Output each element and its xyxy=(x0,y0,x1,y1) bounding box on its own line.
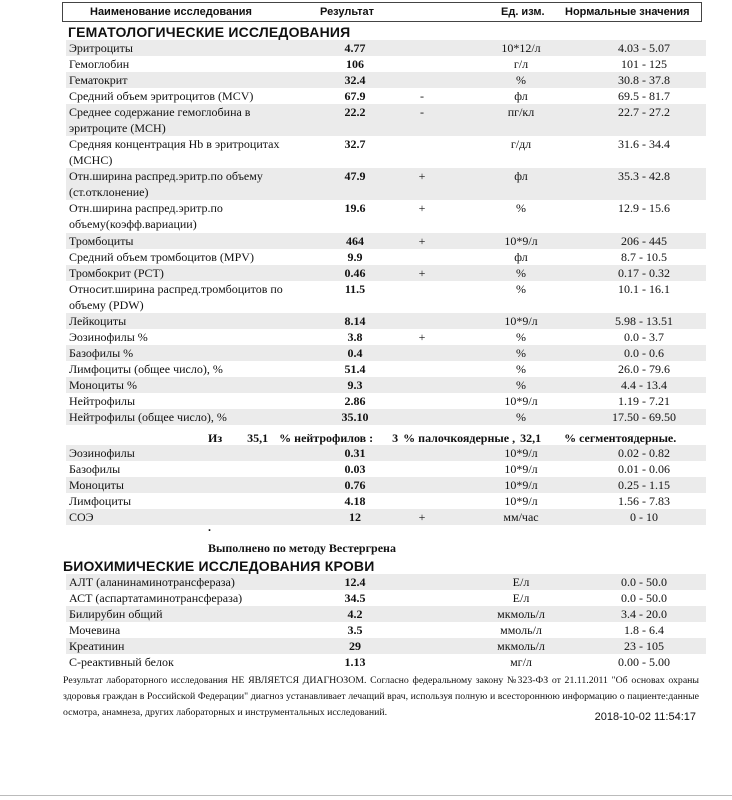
note-prefix: Из xyxy=(208,431,223,445)
row-unit: фл xyxy=(514,89,528,103)
row-name: Средняя концентрация Hb в эритроцитах (MCHC) xyxy=(69,137,280,167)
row-unit: г/л xyxy=(513,57,529,71)
header-norm: Нормальные значения xyxy=(565,6,690,18)
table-row xyxy=(66,377,706,393)
row-norm: 31.6 - 34.4 xyxy=(618,137,670,151)
row-norm: 0.17 - 0.32 xyxy=(618,266,670,280)
row-name: Моноциты % xyxy=(69,378,137,392)
note-t2: % палочкоядерные , xyxy=(403,431,516,445)
row-unit: % xyxy=(516,330,526,344)
row-flag: + xyxy=(418,266,426,280)
table-row xyxy=(66,477,706,493)
row-norm: 0.00 - 5.00 xyxy=(618,655,670,669)
table-row xyxy=(66,574,706,590)
row-norm: 23 - 105 xyxy=(624,639,664,653)
row-result: 19.6 xyxy=(344,201,366,215)
row-name: Мочевина xyxy=(69,623,121,637)
row-result: 0.76 xyxy=(344,478,366,492)
header-name: Наименование исследования xyxy=(90,6,252,18)
section-hematology: ГЕМАТОЛОГИЧЕСКИЕ ИССЛЕДОВАНИЯ xyxy=(68,24,351,40)
row-result: 11.5 xyxy=(344,282,366,296)
row-flag: + xyxy=(418,510,426,524)
row-norm: 3.4 - 20.0 xyxy=(621,607,667,621)
row-result: 4.2 xyxy=(347,607,363,621)
row-norm: 12.9 - 15.6 xyxy=(618,201,670,215)
row-unit: 10*9/л xyxy=(504,478,538,492)
table-row xyxy=(66,40,706,56)
row-flag: - xyxy=(420,105,424,119)
table-row xyxy=(66,136,706,168)
row-name: Креатинин xyxy=(69,639,125,653)
row-name: Средний объем эритроцитов (MCV) xyxy=(69,89,254,103)
row-result: 0.4 xyxy=(347,346,363,360)
table-row xyxy=(66,461,706,477)
row-name: Тромбокрит (PCT) xyxy=(69,266,164,280)
table-row xyxy=(66,590,706,606)
row-name: АСТ (аспартатаминотрансфераза) xyxy=(69,591,243,605)
row-unit: 10*9/л xyxy=(504,462,538,476)
row-flag: + xyxy=(418,234,426,248)
row-unit: 10*9/л xyxy=(504,494,538,508)
neutrophil-note xyxy=(208,431,676,446)
row-result: 1.13 xyxy=(344,655,366,669)
row-result: 464 xyxy=(346,234,364,248)
row-norm: 17.50 - 69.50 xyxy=(612,410,676,424)
note-t3: % сегментоядерные. xyxy=(564,431,677,445)
row-result: 0.03 xyxy=(344,462,366,476)
row-name: Отн.ширина распред.эритр.по объему (ст.отклонение) xyxy=(69,169,263,199)
header-result: Результат xyxy=(320,6,375,18)
table-row xyxy=(66,393,706,409)
row-norm: 35.3 - 42.8 xyxy=(618,169,670,183)
note-v2: 3 xyxy=(392,431,399,445)
row-norm: 5.98 - 13.51 xyxy=(615,314,673,328)
row-result: 0.31 xyxy=(344,446,366,460)
row-name: Базофилы xyxy=(69,462,121,476)
table-row xyxy=(66,88,706,104)
row-unit: % xyxy=(516,410,526,424)
table-row xyxy=(66,606,706,622)
table-header xyxy=(62,2,702,22)
row-unit: мг/л xyxy=(510,655,532,669)
row-norm: 0.25 - 1.15 xyxy=(618,478,670,492)
row-norm: 30.8 - 37.8 xyxy=(618,73,670,87)
row-name: Относит.ширина распред.тромбоцитов по объему (PDW) xyxy=(69,282,283,312)
table-row xyxy=(66,493,706,509)
table-row xyxy=(66,509,706,525)
row-norm: 0.02 - 0.82 xyxy=(618,446,670,460)
table-row xyxy=(66,233,706,249)
table-row xyxy=(66,104,706,136)
row-result: 51.4 xyxy=(344,362,366,376)
row-name: Отн.ширина распред.эритр.по объему(коэфф.вариации) xyxy=(69,201,223,231)
row-unit: 10*9/л xyxy=(504,394,538,408)
bottom-divider xyxy=(0,795,732,796)
table-row xyxy=(66,654,706,670)
row-name: СОЭ xyxy=(69,510,94,524)
row-result: 67.9 xyxy=(344,89,366,103)
method-note: Выполнено по методу Вестергрена xyxy=(208,541,396,555)
table-row xyxy=(66,249,706,265)
note-v1: 35,1 xyxy=(247,431,269,445)
table-row xyxy=(66,56,706,72)
row-norm: 69.5 - 81.7 xyxy=(618,89,670,103)
row-unit: мм/час xyxy=(503,510,539,524)
row-result: 3.5 xyxy=(347,623,363,637)
row-unit: % xyxy=(516,346,526,360)
row-unit: % xyxy=(516,362,526,376)
row-unit: 10*9/л xyxy=(504,446,538,460)
section-biochem: БИОХИМИЧЕСКИЕ ИССЛЕДОВАНИЯ КРОВИ xyxy=(63,558,375,574)
row-norm: 26.0 - 79.6 xyxy=(618,362,670,376)
row-norm: 8.7 - 10.5 xyxy=(621,250,667,264)
row-norm: 0.0 - 3.7 xyxy=(624,330,664,344)
row-norm: 22.7 - 27.2 xyxy=(618,105,670,119)
row-unit: % xyxy=(516,378,526,392)
row-unit: мкмоль/л xyxy=(497,607,545,621)
row-unit: 10*9/л xyxy=(504,234,538,248)
row-unit: % xyxy=(516,266,526,280)
row-norm: 0.0 - 0.6 xyxy=(624,346,664,360)
row-name: Эритроциты xyxy=(69,41,133,55)
row-unit: % xyxy=(516,73,526,87)
row-name: Лимфоциты (общее число), % xyxy=(69,362,223,376)
row-unit: ммоль/л xyxy=(500,623,542,637)
row-norm: 101 - 125 xyxy=(621,57,667,71)
row-result: 12 xyxy=(349,510,361,524)
row-norm: 4.03 - 5.07 xyxy=(618,41,670,55)
row-unit: фл xyxy=(514,169,528,183)
row-name: Лейкоциты xyxy=(69,314,127,328)
row-norm: 1.56 - 7.83 xyxy=(618,494,670,508)
table-row xyxy=(66,361,706,377)
row-name: Среднее содержание гемоглобина в эритроците (MCH) xyxy=(69,105,251,135)
row-norm: 10.1 - 16.1 xyxy=(618,282,670,296)
row-result: 4.77 xyxy=(344,41,366,55)
row-unit: % xyxy=(516,282,526,296)
table-row xyxy=(66,281,706,313)
row-name: Билирубин общий xyxy=(69,607,163,621)
row-result: 8.14 xyxy=(344,314,366,328)
row-name: Эозинофилы xyxy=(69,446,135,460)
row-unit: г/дл xyxy=(510,137,532,151)
disclaimer: Результат лабораторного исследования НЕ ЯВЛЯЕТСЯ ДИАГНОЗОМ. Согласно федеральному закону №323-ФЗ от 21.11.2011 "Об основах охраны здоровья граждан в Российской Федерации" диагноз устанавливает лечащий врач, используя полную и всестороннюю информацию о пациенте:данные осмотра, анамнеза, других лабораторных и инструментальных исследований. xyxy=(63,675,699,718)
row-name: Базофилы % xyxy=(69,346,134,360)
row-flag: + xyxy=(418,330,426,344)
row-name: АЛТ (аланинаминотрансфераза) xyxy=(69,575,235,589)
row-unit: мкмоль/л xyxy=(497,639,545,653)
table-row xyxy=(66,445,706,461)
row-unit: 10*9/л xyxy=(504,314,538,328)
row-result: 47.9 xyxy=(344,169,366,183)
row-result: 3.8 xyxy=(347,330,363,344)
row-flag: - xyxy=(420,89,424,103)
row-result: 2.86 xyxy=(344,394,366,408)
row-result: 106 xyxy=(346,57,364,71)
row-result: 12.4 xyxy=(344,575,366,589)
note-v3: 32,1 xyxy=(520,431,542,445)
row-name: Моноциты xyxy=(69,478,124,492)
row-norm: 4.4 - 13.4 xyxy=(621,378,667,392)
row-unit: пг/кл xyxy=(507,105,535,119)
note-t1: % нейтрофилов : xyxy=(279,431,374,445)
table-row xyxy=(66,313,706,329)
row-result: 9.3 xyxy=(347,378,363,392)
row-name: Лимфоциты xyxy=(69,494,132,508)
row-name: Средний объем тромбоцитов (MPV) xyxy=(69,250,254,264)
row-unit: % xyxy=(516,201,526,215)
row-unit: Е/л xyxy=(512,591,530,605)
row-result: 29 xyxy=(349,639,361,653)
header-unit: Ед. изм. xyxy=(501,6,545,18)
row-norm: 1.19 - 7.21 xyxy=(618,394,670,408)
timestamp: 2018-10-02 11:54:17 xyxy=(594,711,696,723)
row-norm: 0.0 - 50.0 xyxy=(621,591,667,605)
row-norm: 1.8 - 6.4 xyxy=(624,623,664,637)
row-name: Эозинофилы % xyxy=(69,330,148,344)
row-result: 34.5 xyxy=(344,591,366,605)
row-result: 9.9 xyxy=(347,250,363,264)
table-row xyxy=(66,200,706,232)
row-norm: 0.0 - 50.0 xyxy=(621,575,667,589)
row-norm: 206 - 445 xyxy=(621,234,667,248)
row-result: 32.7 xyxy=(344,137,366,151)
table-row xyxy=(66,329,706,345)
row-name: Нейтрофилы (общее число), % xyxy=(69,410,227,424)
row-norm: 0 - 10 xyxy=(630,510,658,524)
row-unit: 10*12/л xyxy=(501,41,541,55)
row-result: 32.4 xyxy=(344,73,366,87)
row-result: 35.10 xyxy=(341,410,369,424)
table-row xyxy=(66,168,706,200)
row-result: 4.18 xyxy=(344,494,366,508)
row-name: Тромбоциты xyxy=(69,234,134,248)
table-row xyxy=(66,72,706,88)
row-norm: 0.01 - 0.06 xyxy=(618,462,670,476)
table-row xyxy=(66,409,706,425)
row-result: 22.2 xyxy=(344,105,366,119)
row-name: Гематокрит xyxy=(69,73,128,87)
table-row xyxy=(66,265,706,281)
row-flag: + xyxy=(418,201,426,215)
table-row xyxy=(66,622,706,638)
row-name: Нейтрофилы xyxy=(69,394,136,408)
table-row xyxy=(66,638,706,654)
row-result: 0.46 xyxy=(344,266,366,280)
row-name: Гемоглобин xyxy=(69,57,130,71)
row-name: С-реактивный белок xyxy=(69,655,174,669)
row-unit: фл xyxy=(514,250,528,264)
table-row xyxy=(66,345,706,361)
row-unit: Е/л xyxy=(512,575,530,589)
row-flag: + xyxy=(418,169,426,183)
dot-mark: . xyxy=(208,520,211,534)
